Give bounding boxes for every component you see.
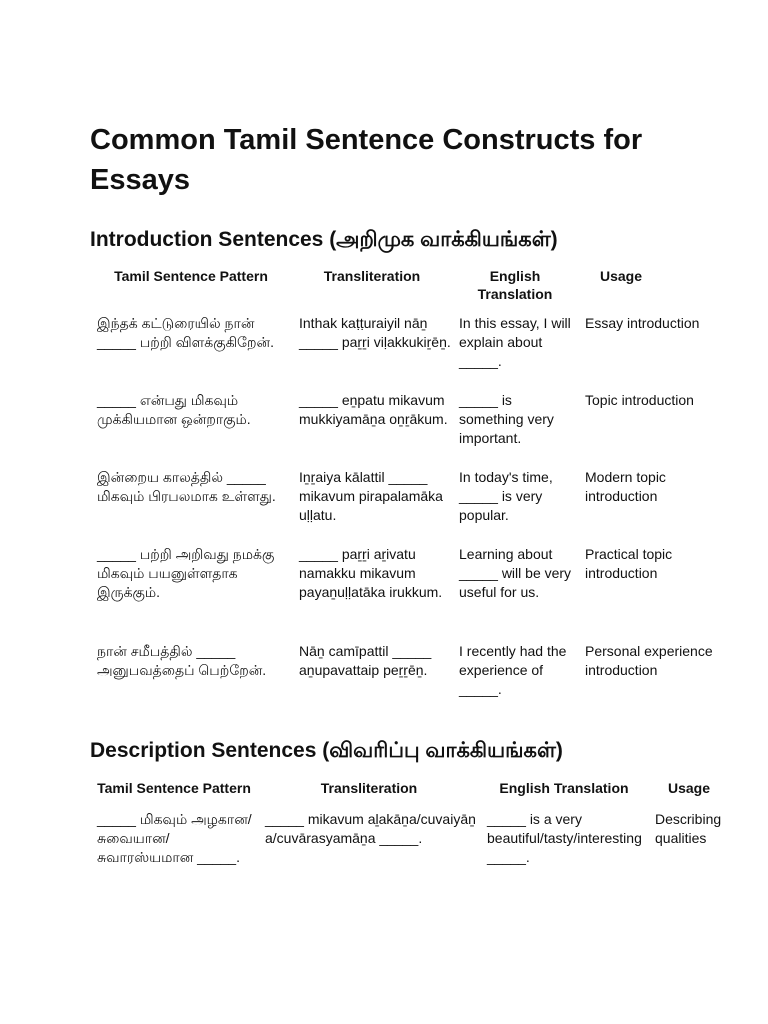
table-row	[90, 314, 730, 391]
tamil-pattern-cell: _____ பற்றி அறிவது நமக்கு மிகவும் பயனுள்ளதாக இருக்கும்.	[97, 546, 275, 600]
english-translation-cell: In this essay, I will explain about _____.	[459, 315, 571, 369]
page-title: Common Tamil Sentence Constructs for Essays	[90, 124, 643, 196]
column-header: Transliteration	[323, 268, 421, 284]
usage-cell: Describing qualities	[655, 811, 722, 846]
column-header: English Translation	[499, 780, 629, 796]
english-translation-cell: In today's time, _____ is very popular.	[459, 469, 553, 523]
tamil-pattern-cell: இன்றைய காலத்தில் _____ மிகவும் பிரபலமாக உள்ளது.	[97, 469, 276, 504]
column-header: Tamil Sentence Pattern	[114, 268, 268, 284]
tamil-pattern-cell: _____ என்பது மிகவும் முக்கியமான ஒன்றாகும்.	[97, 392, 251, 427]
english-translation-cell: Learning about _____ will be very useful for us.	[459, 546, 572, 600]
column-header: Usage	[600, 268, 643, 284]
table-row	[90, 468, 730, 545]
usage-cell: Personal experience introduction	[585, 643, 713, 678]
column-header: English Translation	[477, 268, 553, 302]
column-header: Usage	[667, 780, 711, 796]
tamil-pattern-cell: _____ மிகவும் அழகான/சுவையான/சுவாரஸ்யமான _____.	[97, 811, 252, 865]
transliteration-cell: Iṉṟaiya kālattil _____ mikavum pirapalamāka uḷḷatu.	[299, 469, 443, 523]
transliteration-cell: _____ eṉpatu mikavum mukkiyamāṉa oṉṟākum.	[299, 392, 448, 427]
table-header-row	[90, 779, 730, 810]
description-table	[90, 779, 730, 890]
english-translation-cell: I recently had the experience of _____.	[459, 643, 567, 697]
table-row	[90, 810, 730, 890]
table-row	[90, 642, 730, 707]
transliteration-cell: _____ mikavum aḻakāṉa/cuvaiyāṉa/cuvārasyamāṉa _____.	[265, 811, 476, 846]
usage-cell: Essay introduction	[585, 315, 700, 331]
column-header: Transliteration	[320, 780, 418, 796]
tamil-pattern-cell: இந்தக் கட்டுரையில் நான் _____ பற்றி விளக்குகிறேன்.	[97, 315, 274, 350]
table-row	[90, 391, 730, 468]
section-heading-introduction: Introduction Sentences (அறிமுக வாக்கியங்கள்)	[90, 228, 558, 251]
transliteration-cell: _____ paṟṟi aṟivatu namakku mikavum payaṉuḷḷatāka irukkum.	[299, 546, 443, 600]
column-header: Tamil Sentence Pattern	[97, 780, 251, 796]
table-header-row	[90, 267, 730, 314]
english-translation-cell: _____ is a very beautiful/tasty/interesting _____.	[487, 811, 642, 865]
transliteration-cell: Inthak kaṭṭuraiyil nāṉ _____ paṟṟi viḷakkukiṟēṉ.	[299, 315, 451, 350]
english-translation-cell: _____ is something very important.	[459, 392, 554, 446]
usage-cell: Modern topic introduction	[585, 469, 666, 504]
usage-cell: Practical topic introduction	[585, 546, 673, 581]
usage-cell: Topic introduction	[585, 392, 694, 408]
section-heading-description: Description Sentences (விவரிப்பு வாக்கியங்கள்)	[90, 739, 563, 762]
introduction-table	[90, 267, 730, 707]
table-row	[90, 545, 730, 642]
tamil-pattern-cell: நான் சமீபத்தில் _____ அனுபவத்தைப் பெற்றேன்.	[97, 643, 267, 678]
transliteration-cell: Nāṉ camīpattil _____ aṉupavattaip peṟṟēṉ.	[299, 643, 432, 678]
